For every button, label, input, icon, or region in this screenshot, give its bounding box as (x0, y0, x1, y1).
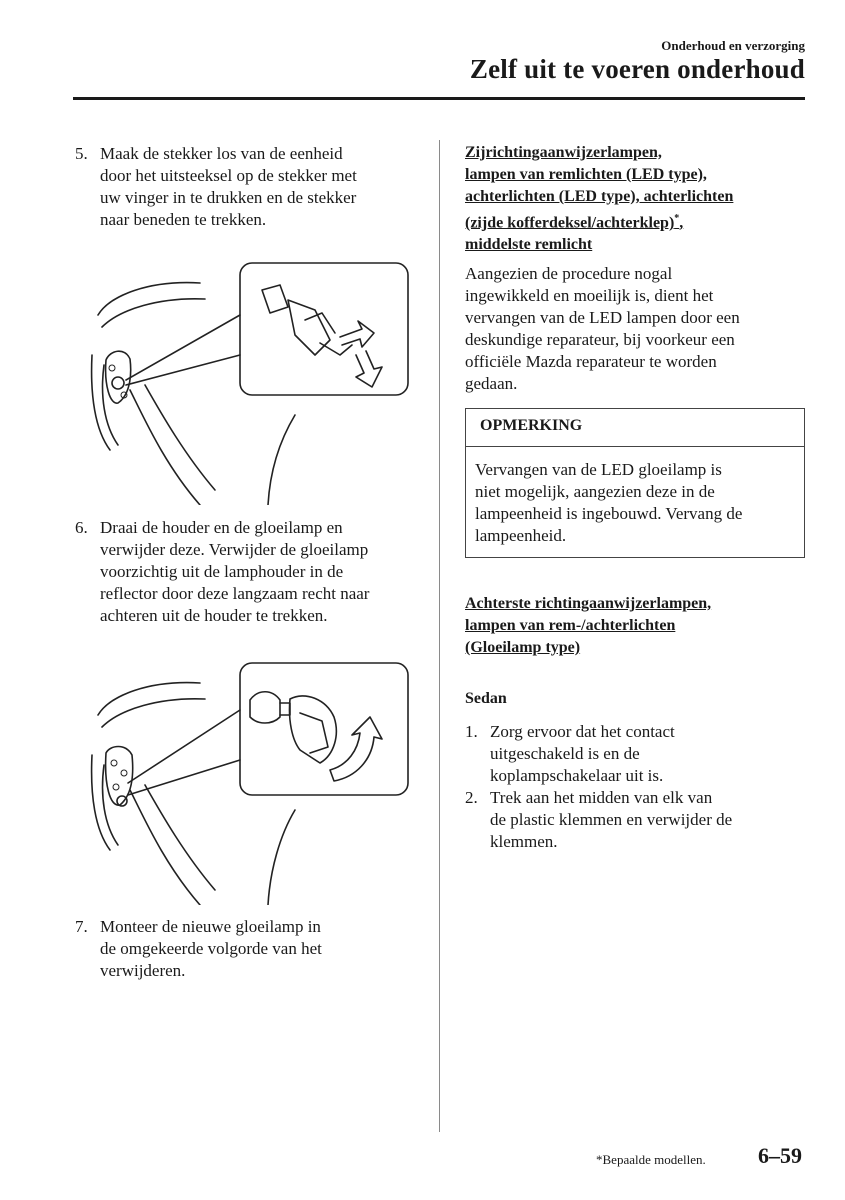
heading-line: Zijrichtingaanwijzerlampen, (465, 144, 662, 161)
bulb-holder (288, 300, 330, 355)
heading-text: (zijde kofferdeksel/achterklep) (465, 214, 675, 232)
step-line: achteren uit de houder te trekken. (100, 606, 328, 625)
page-number: 6–59 (758, 1143, 802, 1168)
footnote-marker: * (674, 213, 680, 224)
holder-icon (117, 796, 127, 806)
step-line: door het uitsteeksel op de stekker met (100, 166, 357, 185)
illustration-unplug-connector (90, 255, 420, 505)
step-line: Zorg ervoor dat het contact (490, 722, 675, 741)
paragraph-line: vervangen van de LED lampen door een (465, 308, 740, 327)
column-divider (439, 140, 440, 1132)
step-2 (465, 787, 810, 855)
note-box (465, 408, 805, 558)
step-line: verwijderen. (100, 961, 186, 980)
step-line: naar beneden te trekken. (100, 210, 267, 229)
step-text (490, 721, 810, 787)
note-line: Vervangen van de LED gloeilamp is (475, 460, 722, 479)
step-number: 5. (75, 144, 88, 163)
heading-line: achterlichten (LED type), achterlichten (465, 188, 734, 205)
heading-punct: , (679, 214, 684, 232)
connector-icon (112, 377, 124, 389)
heading-line: lampen van rem-/achterlichten (465, 617, 676, 634)
leader-line (128, 710, 240, 783)
step-line: koplampschakelaar uit is. (490, 766, 664, 785)
heading-line: lampen van remlichten (LED type), (465, 166, 707, 183)
bulb-icon (250, 692, 280, 723)
rotate-arrow-icon (330, 717, 382, 781)
paragraph-line: gedaan. (465, 374, 518, 393)
footnote: *Bepaalde modellen. (596, 1152, 706, 1167)
step-number: 2. (465, 788, 478, 807)
step-line: Draai de houder en de gloeilamp en (100, 518, 343, 537)
step-text (100, 517, 425, 627)
heading-line: Achterste richtingaanwijzerlampen, (465, 595, 712, 612)
led-lamps-heading (465, 142, 810, 256)
heading-line (465, 208, 810, 234)
step-number: 7. (75, 917, 88, 936)
heading-line: (Gloeilamp type) (465, 639, 581, 656)
step-text (490, 787, 810, 853)
step-text (100, 143, 425, 231)
paragraph-line: ingewikkeld en moeilijk is, dient het (465, 286, 714, 305)
tire-outline (130, 790, 200, 905)
step-1 (465, 721, 810, 789)
step-line: Maak de stekker los van de eenheid (100, 144, 343, 163)
sedan-subheading: Sedan (465, 690, 507, 707)
bulb-holder (289, 696, 336, 763)
step-line: verwijder deze. Verwijder de gloeilamp (100, 540, 369, 559)
note-line: lampeenheid is ingebouwd. Vervang de (475, 504, 743, 523)
note-line: niet mogelijk, aangezien deze in de (475, 482, 715, 501)
step-line: uw vinger in te drukken en de stekker (100, 188, 357, 207)
step-line: Trek aan het midden van elk van (490, 788, 713, 807)
step-line: voorzichtig uit de lamphouder in de (100, 562, 344, 581)
pull-down-arrow-icon (356, 351, 382, 387)
paragraph-line: officiële Mazda reparateur te worden (465, 352, 717, 371)
section-label: Onderhoud en verzorging (661, 38, 805, 53)
bulb-lamps-heading (465, 593, 810, 659)
step-line: de plastic klemmen en verwijder de (490, 810, 733, 829)
tire-outline (130, 390, 200, 505)
step-line: klemmen. (490, 832, 558, 851)
step-number: 1. (465, 722, 478, 741)
illustration-remove-bulb (90, 655, 420, 905)
step-5 (75, 143, 425, 233)
header-rule (73, 97, 805, 100)
step-line: Monteer de nieuwe gloeilamp in (100, 917, 321, 936)
note-header (466, 409, 804, 447)
page-title: Zelf uit te voeren onderhoud (469, 54, 805, 84)
step-line: reflector door deze langzaam recht naar (100, 584, 370, 603)
note-body (475, 459, 801, 547)
heading-line: middelste remlicht (465, 236, 593, 254)
bulb-icon (262, 285, 288, 313)
push-arrow-icon (340, 321, 374, 347)
note-title: OPMERKING (480, 417, 583, 434)
paragraph-line: deskundige reparateur, bij voorkeur een (465, 330, 735, 349)
step-line: de omgekeerde volgorde van het (100, 939, 322, 958)
step-line: uitgeschakeld is en de (490, 744, 640, 763)
paragraph-line: Aangezien de procedure nogal (465, 264, 673, 283)
step-7 (75, 916, 425, 984)
step-6 (75, 517, 425, 629)
step-text (100, 916, 425, 982)
note-line: lampeenheid. (475, 526, 567, 545)
step-number: 6. (75, 518, 88, 537)
led-paragraph (465, 263, 810, 395)
